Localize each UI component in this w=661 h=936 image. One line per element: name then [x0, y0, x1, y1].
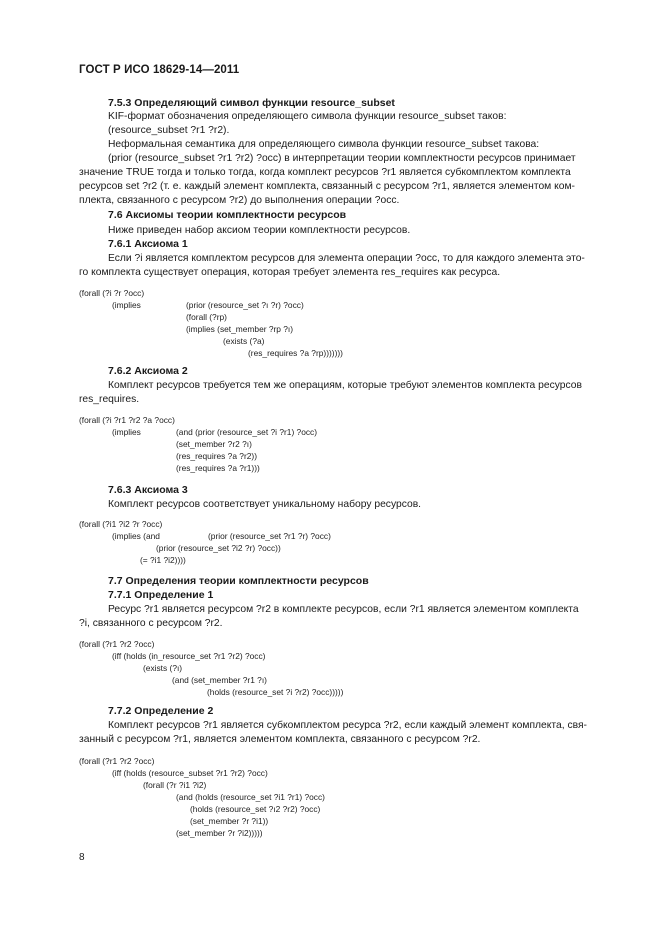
- code-line: (set_member ?r ?i2))))): [176, 828, 263, 838]
- document-header: ГОСТ Р ИСО 18629-14—2011: [79, 64, 240, 76]
- paragraph-line: занный с ресурсом ?r1, является элементом комплекта, связанного с ресурсом ?r2.: [79, 734, 481, 745]
- code-line: (res_requires ?a ?r1))): [176, 463, 260, 473]
- paragraph-line: Комплект ресурсов ?r1 является субкомплектом ресурса ?r2, если каждый элемент комплекта, свя-: [108, 720, 587, 731]
- code-line: (prior (resource_set ?i2 ?r) ?occ)): [156, 543, 281, 553]
- section-7-6-heading: 7.6 Аксиомы теории комплектности ресурсов: [108, 209, 347, 221]
- code-line: (and (set_member ?r1 ?ı): [172, 675, 267, 685]
- code-line: (and (holds (resource_set ?i1 ?r1) ?occ): [176, 792, 325, 802]
- code-line: (forall (?i ?r1 ?r2 ?a ?occ): [79, 415, 175, 425]
- section-7-6-1-heading: 7.6.1 Аксиома 1: [108, 238, 188, 250]
- code-line: (implies: [112, 427, 141, 437]
- code-line: (forall (?r ?i1 ?i2): [143, 780, 207, 790]
- code-line: (prior (resource_set ?ı ?r) ?occ): [186, 300, 304, 310]
- code-line: (forall (?rp): [186, 312, 227, 322]
- code-line: (implies (set_member ?rp ?ı): [186, 324, 294, 334]
- code-line: (res_requires ?a ?r2)): [176, 451, 257, 461]
- section-7-7-2-heading: 7.7.2 Определение 2: [108, 705, 214, 717]
- paragraph-line: значение TRUE тогда и только тогда, когда комплект ресурсов ?r1 является субкомплектом комплекта: [79, 167, 571, 178]
- code-line: (forall (?r1 ?r2 ?occ): [79, 756, 155, 766]
- paragraph-line: плекта, связанного с ресурсом ?r2) до выполнения операции ?occ.: [79, 195, 400, 206]
- paragraph-line: KIF-формат обозначения определяющего символа функции resource_subset таков:: [108, 111, 507, 122]
- paragraph-line: Неформальная семантика для определяющего символа функции resource_subset такова:: [108, 139, 540, 150]
- code-line: (and (prior (resource_set ?i ?r1) ?occ): [176, 427, 318, 437]
- code-line: (forall (?r1 ?r2 ?occ): [79, 639, 155, 649]
- paragraph-line: го комплекта существует операция, которая требует элемента res_requires как ресурса.: [79, 267, 501, 278]
- code-line: (res_requires ?a ?rp))))))): [248, 348, 343, 358]
- code-line: (exists (?ı): [143, 663, 183, 673]
- code-line: (iff (holds (resource_subset ?r1 ?r2) ?occ): [112, 768, 268, 778]
- section-7-7-heading: 7.7 Определения теории комплектности ресурсов: [108, 575, 369, 587]
- paragraph-line: (resource_subset ?r1 ?r2).: [108, 125, 230, 136]
- code-line: (holds (resource_set ?ı2 ?r2) ?occ): [190, 804, 321, 814]
- code-line: (set_member ?r ?i1)): [190, 816, 269, 826]
- paragraph-line: Если ?i является комплектом ресурсов для элемента операции ?occ, то для каждого элемента это-: [108, 253, 585, 264]
- code-line: (forall (?i1 ?i2 ?r ?occ): [79, 519, 163, 529]
- section-7-6-2-heading: 7.6.2 Аксиома 2: [108, 365, 188, 377]
- paragraph-line: ?i, связанного с ресурсом ?r2.: [79, 618, 223, 629]
- code-line: (set_member ?r2 ?ı): [176, 439, 252, 449]
- paragraph-line: res_requires.: [79, 394, 140, 405]
- paragraph-line: Ниже приведен набор аксиом теории комплектности ресурсов.: [108, 225, 411, 236]
- paragraph-line: ресурсов set ?r2 (т. е. каждый элемент комплекта, связанный с ресурсом ?r1, является элементом ком-: [79, 181, 575, 192]
- section-7-7-1-heading: 7.7.1 Определение 1: [108, 589, 214, 601]
- code-line: (= ?i1 ?i2)))): [140, 555, 186, 565]
- code-line: (prior (resource_set ?r1 ?r) ?occ): [208, 531, 331, 541]
- section-7-5-3-heading: 7.5.3 Определяющий символ функции resource_subset: [108, 97, 395, 109]
- page-number: 8: [79, 852, 85, 863]
- paragraph-line: Комплект ресурсов требуется тем же операциям, которые требуют элементов комплекта ресурсов: [108, 380, 582, 391]
- code-line: (iff (holds (in_resource_set ?r1 ?r2) ?occ): [112, 651, 266, 661]
- paragraph-line: Комплект ресурсов соответствует уникальному набору ресурсов.: [108, 499, 422, 510]
- code-line: (implies: [112, 300, 141, 310]
- section-7-6-3-heading: 7.6.3 Аксиома 3: [108, 484, 188, 496]
- code-line: (holds (resource_set ?i ?r2) ?occ))))): [207, 687, 344, 697]
- code-line: (exists (?a): [223, 336, 265, 346]
- paragraph-line: (prior (resource_subset ?r1 ?r2) ?occ) в интерпретации теории комплектности ресурсов принимает: [108, 153, 576, 164]
- paragraph-line: Ресурс ?r1 является ресурсом ?r2 в комплекте ресурсов, если ?r1 является элементом комплекта: [108, 604, 579, 615]
- code-line: (forall (?i ?r ?occ): [79, 288, 145, 298]
- code-line: (implies (and: [112, 531, 160, 541]
